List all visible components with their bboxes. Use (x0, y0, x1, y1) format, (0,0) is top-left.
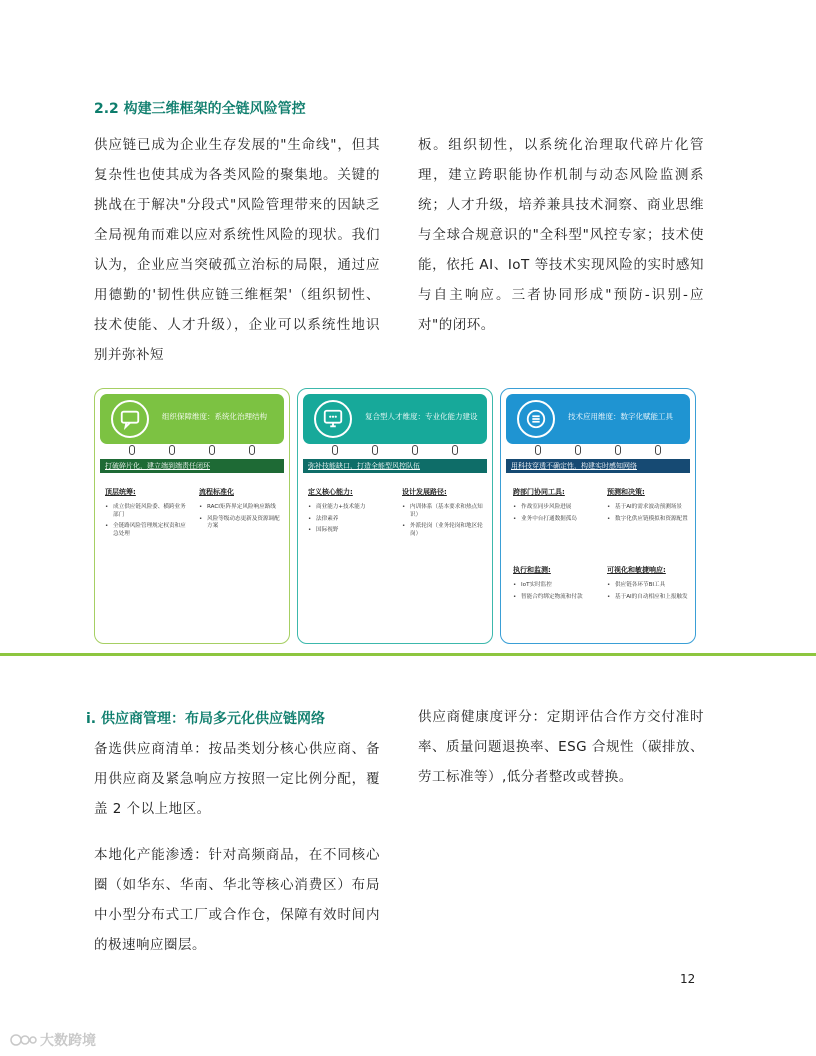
group-list (199, 504, 281, 535)
list-item: • 国际视野 (308, 527, 394, 535)
panel-header (100, 394, 284, 444)
group-title: 顶层统筹: (105, 488, 136, 496)
connector-rings (125, 445, 295, 457)
list-item: • 全链路风险管理规定权责和应急处理 (105, 523, 189, 538)
group-list (308, 504, 394, 539)
watermark-logo-icon (10, 1033, 38, 1047)
group-list (402, 504, 484, 542)
section-title: 2.2 构建三维框架的全链风险管控 (94, 101, 306, 117)
panel-title: 复合型人才维度：专业化能力建设 (365, 412, 478, 421)
group-title: 执行和监测: (513, 566, 551, 574)
panel-header (506, 394, 690, 444)
list-item: • 风险等级动态更新及资源调配方案 (199, 516, 281, 531)
list-item: • 智能合约绑定物流和付款 (513, 594, 597, 602)
document-list-icon (517, 400, 555, 438)
panel-header (303, 394, 487, 444)
list-item: • 内训体系（基本要求和热点知识） (402, 504, 484, 519)
section-divider (0, 653, 816, 656)
intro-right-column (418, 130, 704, 340)
list-item: • 成立供应链风险委、横跨业务部门 (105, 504, 189, 519)
list-item: • 法律素养 (308, 516, 394, 524)
list-item: • 基于AI的需求波动预测场景 (607, 504, 689, 512)
framework-panel-technology (500, 388, 696, 644)
group-title: 跨部门协同工具: (513, 488, 565, 496)
bottom-left-column (94, 734, 380, 960)
bottom-right-paragraph: 供应商健康度评分：定期评估合作方交付准时率、质量问题退换率、ESG 合规性（碳排放、劳工标准等）,低分者整改或替换。 (418, 709, 704, 785)
panel-band: 用科技穿透不确定性，构建实时感知网络 (506, 459, 690, 473)
group-title: 定义核心能力: (308, 488, 353, 496)
list-item: • 数字化供应链模拟和资源配置 (607, 516, 689, 524)
group-title: 设计发展路径: (402, 488, 447, 496)
list-item: • RACI矩阵界定风险响应路线 (199, 504, 281, 512)
bottom-left-paragraph-1: 备选供应商清单：按品类划分核心供应商、备用供应商及紧急响应方按照一定比例分配，覆盖 2 个以上地区。 (94, 741, 380, 817)
panel-title: 技术应用维度：数字化赋能工具 (568, 412, 673, 421)
group-title: 流程标准化 (199, 488, 234, 496)
group-list (513, 582, 597, 605)
intro-left-column (94, 130, 380, 370)
watermark (10, 1030, 96, 1050)
panel-band: 打破碎片化，建立端到端责任闭环 (100, 459, 284, 473)
panel-band: 弥补技能缺口，打造全能型风控队伍 (303, 459, 487, 473)
intro-left-paragraph: 供应链已成为企业生存发展的"生命线"，但其复杂性也使其成为各类风险的聚集地。关键的挑战在于解决"分段式"风险管理带来的因缺乏全局视角而难以应对系统性风险的现状。我们认为，企业应当突破孤立治标的局限，通过应用德勤的'韧性供应链三维框架'（组织韧性、技术使能、人才升级），企业可以系统性地识别并弥补短 (94, 137, 380, 363)
bottom-left-paragraph-2: 本地化产能渗透：针对高频商品，在不同核心圈（如华东、华南、华北等核心消费区）布局中小型分布式工厂或合作仓，保障有效时间内的极速响应圈层。 (94, 847, 380, 953)
group-list (513, 504, 597, 527)
chat-bubble-icon (111, 400, 149, 438)
framework-panel-talent (297, 388, 493, 644)
group-list (607, 504, 689, 527)
list-item: • 作战室同步风险进展 (513, 504, 597, 512)
intro-right-paragraph: 板。组织韧性，以系统化治理取代碎片化管理，建立跨职能协作机制与动态风险监测系统；人才升级，培养兼具技术洞察、商业思维与全球合规意识的"全科型"风控专家；技术使能，依托 AI、IoT 等技术实现风险的实时感知与自主响应。三者协同形成"预防-识别-应对"的闭环。 (418, 137, 704, 333)
list-item: • IoT实时监控 (513, 582, 597, 590)
group-title: 可视化和敏捷响应: (607, 566, 666, 574)
list-item: • 供应链各环节BI工具 (607, 582, 689, 590)
list-item: • 业务中台打通数据孤岛 (513, 516, 597, 524)
subsection-title: i. 供应商管理：布局多元化供应链网络 (86, 711, 325, 727)
group-list (607, 582, 689, 605)
panel-title: 组织保障维度：系统化治理结构 (162, 412, 267, 421)
watermark-text: 大数跨境 (40, 1033, 96, 1049)
connector-rings (531, 445, 701, 457)
framework-panel-organization (94, 388, 290, 644)
list-item: • 外派轮岗（业务轮岗和地区轮岗） (402, 523, 484, 538)
page-number: 12 (680, 972, 696, 986)
group-title: 预测和决策: (607, 488, 645, 496)
group-list (105, 504, 189, 542)
list-item: • 商业能力+技术能力 (308, 504, 394, 512)
connector-rings (328, 445, 498, 457)
monitor-chat-icon (314, 400, 352, 438)
bottom-right-column (418, 702, 704, 792)
list-item: • 基于AI的自动相应和上报触发 (607, 594, 689, 602)
